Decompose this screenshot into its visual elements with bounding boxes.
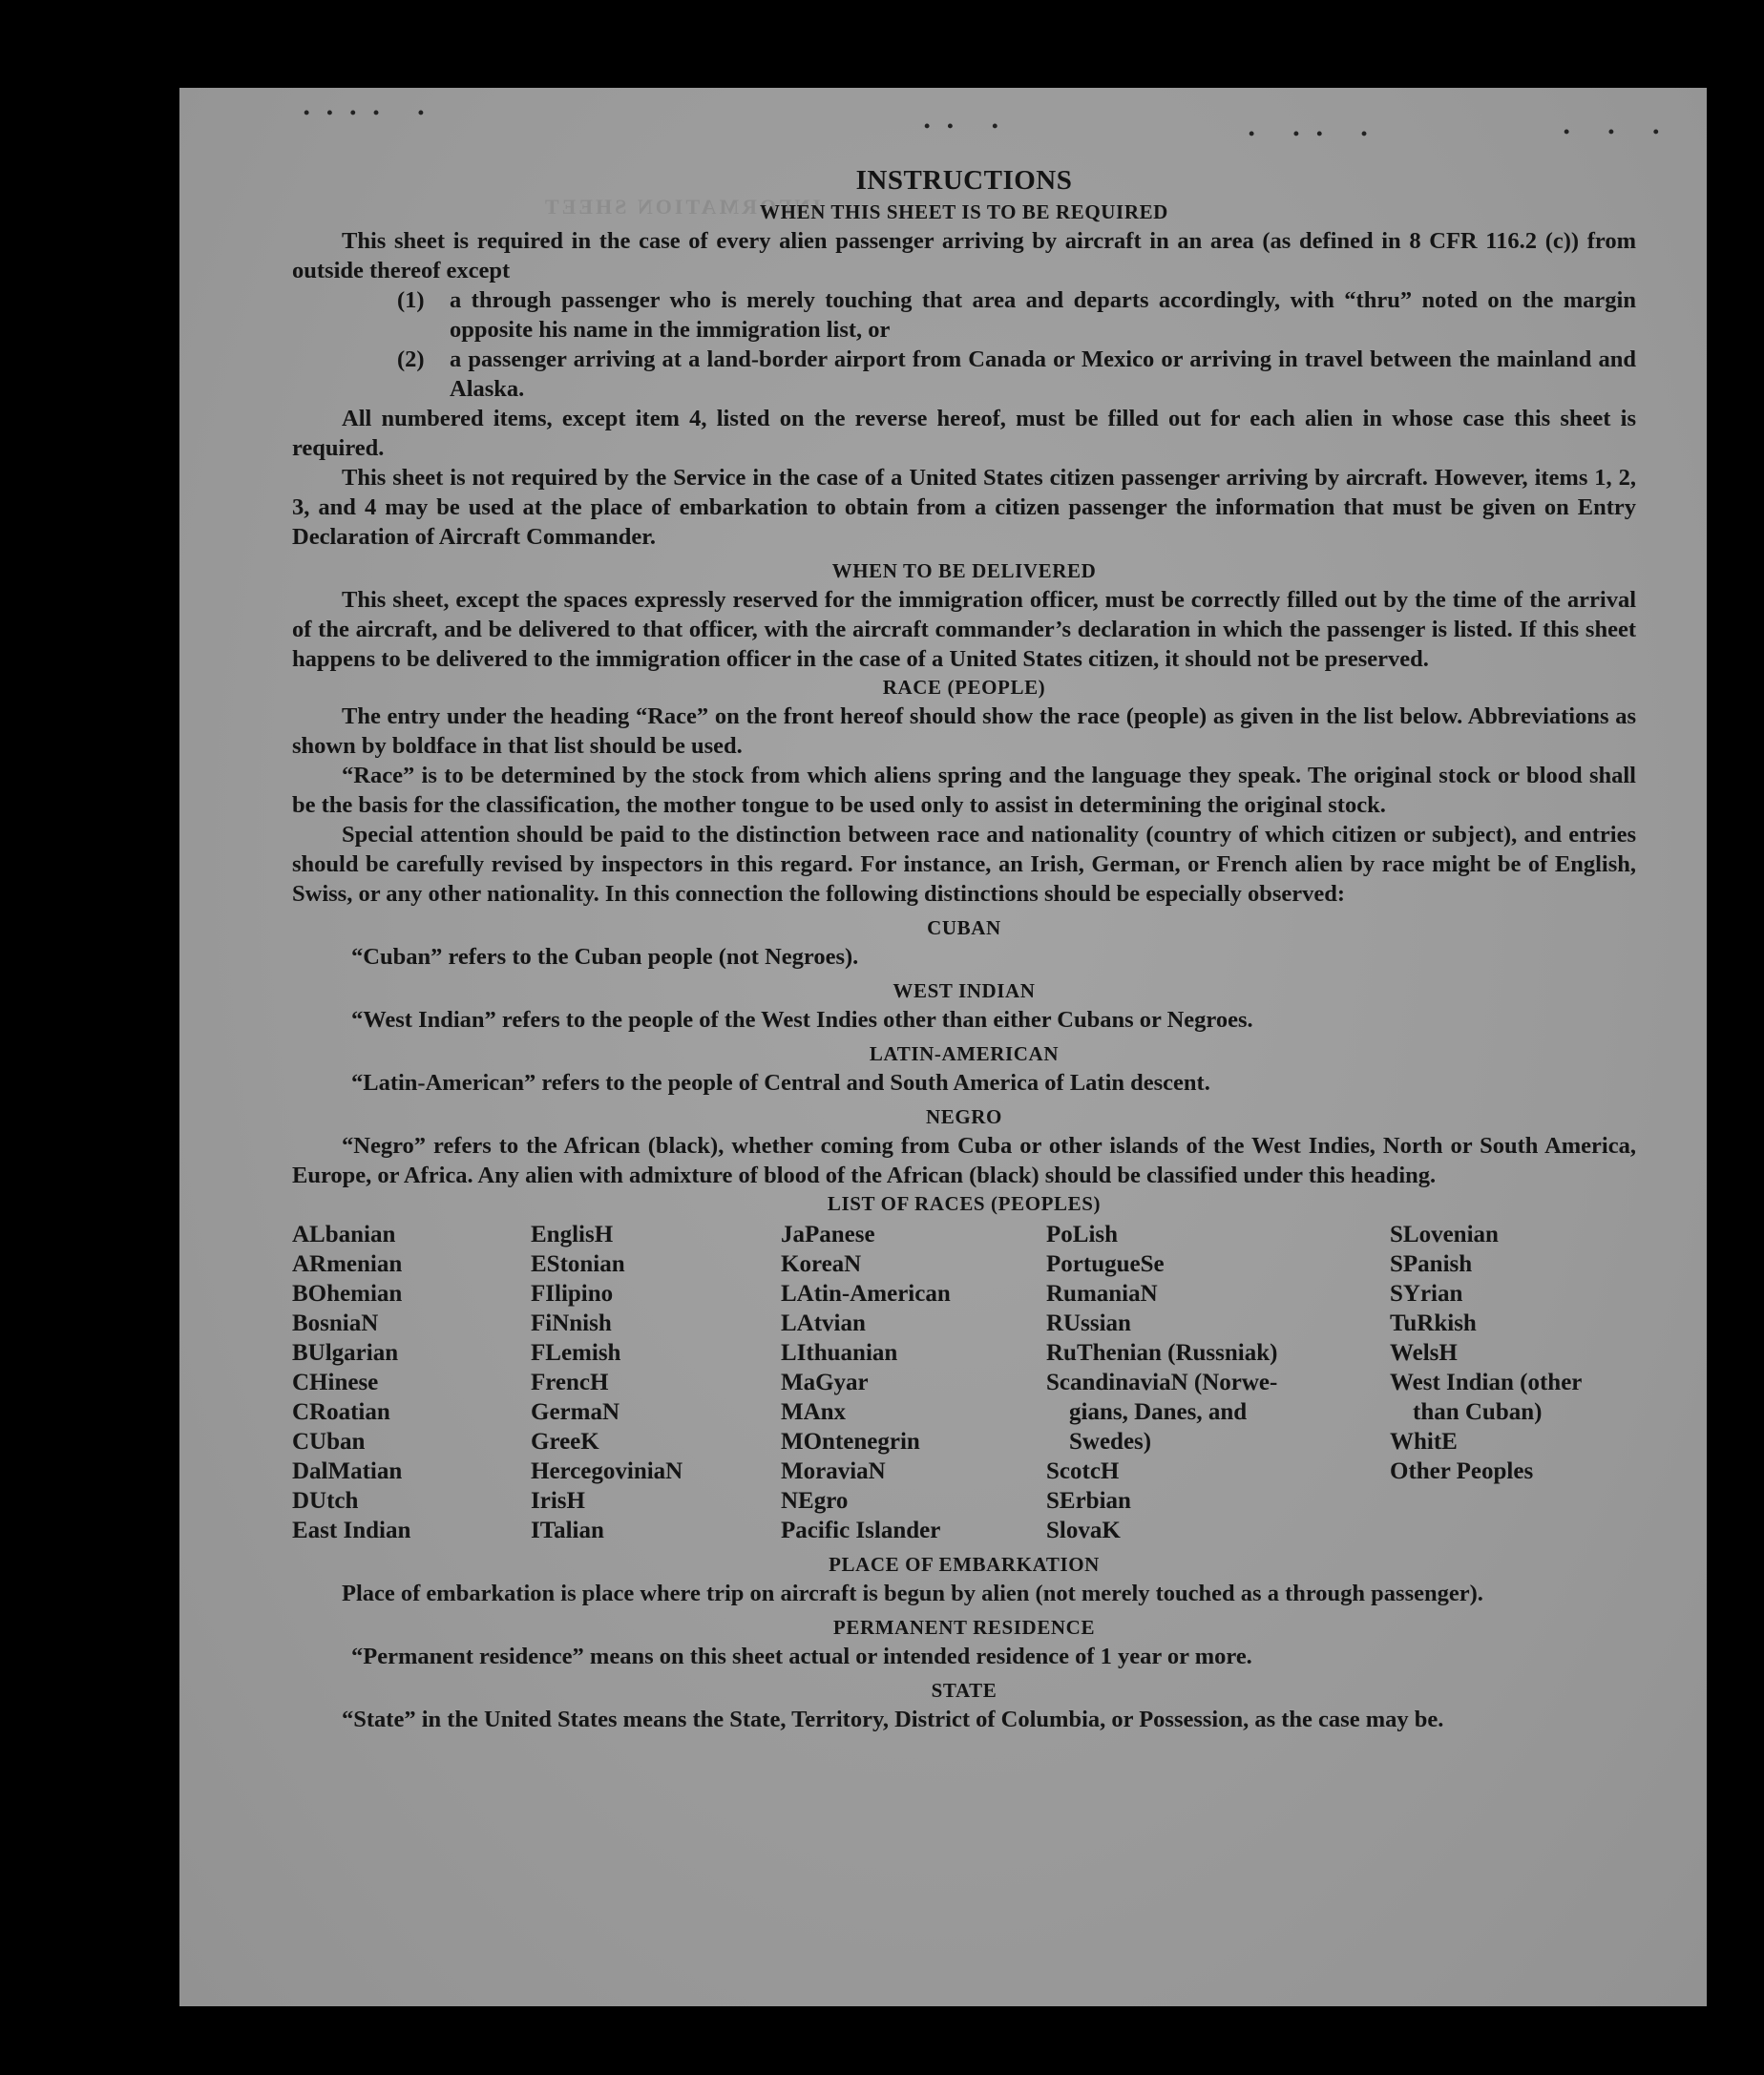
paragraph: This sheet is not required by the Service in the case of a United States citizen passenger arriving by aircraft. However, items 1, 2, 3, and 4 may be used at the place of embarkation to obtain from a citizen passenger the information that must be given on Entry Declaration of Aircraft Commander. <box>292 465 1636 550</box>
race-entry: ScandinaviaN (Norwe- <box>1046 1370 1278 1395</box>
item-text: a passenger arriving at a land-border airport from Canada or Mexico or arriving in travel between the mainland and Alaska. <box>450 346 1636 402</box>
instructions-content <box>292 162 1636 1734</box>
race-entry: BUlgarian <box>292 1340 399 1366</box>
race-entry: MAnx <box>781 1399 847 1425</box>
paragraph: The entry under the heading “Race” on the front hereof should show the race (people) as given in the list below. Abbreviations as shown by boldface in that list should be used. <box>292 703 1636 759</box>
paragraph: This sheet is required in the case of every alien passenger arriving by aircraft in an area (as defined in 8 CFR 116.2 (c)) from outside thereof except <box>292 228 1636 283</box>
definition-latin-american: “Latin-American” refers to the people of Central and South America of Latin descent. <box>351 1070 1210 1096</box>
race-entry: NEgro <box>781 1488 849 1514</box>
scan-specks: •••• • <box>304 103 442 122</box>
race-entry: PoLish <box>1046 1222 1119 1247</box>
race-entry: MoraviaN <box>781 1458 886 1484</box>
race-entry: East Indian <box>292 1518 411 1543</box>
race-entry-continued: than Cuban) <box>1413 1399 1543 1425</box>
heading-race: RACE (PEOPLE) <box>882 676 1046 699</box>
race-entry: FIlipino <box>531 1281 614 1307</box>
paragraph: Special attention should be paid to the distinction between race and nationality (country of which citizen or subject), and entries should be carefully revised by inspectors in this regard. For instance, an Irish, German, or French alien by race might be of English, Swiss, or any other nationality. In this connection the following distinctions should be especially observed: <box>292 822 1636 907</box>
race-entry: WelsH <box>1390 1340 1458 1366</box>
page-title: INSTRUCTIONS <box>855 165 1073 196</box>
race-entry: Pacific Islander <box>781 1518 941 1543</box>
exception-item <box>292 345 1636 404</box>
race-entry-continued: gians, Danes, and <box>1069 1399 1248 1425</box>
races-column <box>1046 1220 1390 1545</box>
show-through-text: INFORMATION SHEET <box>542 195 822 219</box>
races-column <box>292 1220 531 1545</box>
item-number: (2) <box>397 346 425 372</box>
heading-when-delivered: WHEN TO BE DELIVERED <box>831 559 1097 582</box>
race-entry: SPanish <box>1390 1251 1473 1277</box>
heading-cuban: CUBAN <box>927 916 1001 939</box>
race-entry: SlovaK <box>1046 1518 1121 1543</box>
heading-races-list: LIST OF RACES (PEOPLES) <box>827 1192 1102 1215</box>
race-entry: TuRkish <box>1390 1310 1477 1336</box>
race-entry: JaPanese <box>781 1222 875 1247</box>
definition-permanent-residence: “Permanent residence” means on this sheet actual or intended residence of 1 year or more. <box>351 1644 1252 1669</box>
race-entry: CRoatian <box>292 1399 390 1425</box>
race-entry: HercegoviniaN <box>531 1458 683 1484</box>
race-entry: SYrian <box>1390 1281 1463 1307</box>
race-entry: WhitE <box>1390 1429 1458 1455</box>
race-entry: DalMatian <box>292 1458 403 1484</box>
definition-cuban: “Cuban” refers to the Cuban people (not Negroes). <box>351 944 859 970</box>
paragraph: “Race” is to be determined by the stock from which aliens spring and the language they speak. The original stock or blood shall be the basis for the classification, the mother tongue to be used only to assist in determining the original stock. <box>292 763 1636 818</box>
definition-negro: “Negro” refers to the African (black), whether coming from Cuba or other islands of the West Indies, North or South America, Europe, or Africa. Any alien with admixture of blood of the African (black) should be classified under this heading. <box>292 1133 1636 1188</box>
races-list <box>292 1220 1636 1545</box>
race-entry: LAtvian <box>781 1310 866 1336</box>
race-entry: CHinese <box>292 1370 379 1395</box>
heading-negro: NEGRO <box>925 1105 1002 1128</box>
scan-specks: • •• • <box>1249 124 1385 143</box>
item-text: a through passenger who is merely touching that area and departs accordingly, with “thru” noted on the margin opposite his name in the immigration list, or <box>450 287 1636 343</box>
race-entry: MaGyar <box>781 1370 869 1395</box>
race-entry: Other Peoples <box>1390 1458 1534 1484</box>
race-entry: RUssian <box>1046 1310 1131 1336</box>
heading-state: STATE <box>931 1679 998 1702</box>
race-entry: GreeK <box>531 1429 599 1455</box>
race-entry: GermaN <box>531 1399 620 1425</box>
race-entry: ScotcH <box>1046 1458 1120 1484</box>
document-sheet <box>179 88 1707 2006</box>
race-entry: SLovenian <box>1390 1222 1499 1247</box>
race-entry: RumaniaN <box>1046 1281 1158 1307</box>
race-entry: BosniaN <box>292 1310 379 1336</box>
paragraph: All numbered items, except item 4, listed on the reverse hereof, must be filled out for each alien in whose case this sheet is required. <box>292 406 1636 461</box>
item-number: (1) <box>397 287 425 313</box>
race-entry: EnglisH <box>531 1222 614 1247</box>
races-column <box>531 1220 781 1545</box>
race-entry-continued: Swedes) <box>1069 1429 1152 1455</box>
race-entry: KoreaN <box>781 1251 862 1277</box>
race-entry: RuThenian (Russniak) <box>1046 1340 1278 1366</box>
race-entry: SErbian <box>1046 1488 1131 1514</box>
race-entry: West Indian (other <box>1390 1370 1583 1395</box>
exception-item <box>292 285 1636 345</box>
definition-state: “State” in the United States means the State, Territory, District of Columbia, or Possession, as the case may be. <box>342 1707 1444 1732</box>
race-entry: IrisH <box>531 1488 585 1514</box>
scan-specks: • • • <box>1564 122 1676 141</box>
race-entry: EStonian <box>531 1251 625 1277</box>
race-entry: FiNnish <box>531 1310 612 1336</box>
race-entry: FLemish <box>531 1340 621 1366</box>
race-entry: LIthuanian <box>781 1340 898 1366</box>
scan-specks: •• • <box>924 116 1016 136</box>
heading-latin-american: LATIN-AMERICAN <box>869 1042 1060 1065</box>
paragraph: This sheet, except the spaces expressly reserved for the immigration officer, must be correctly filled out by the time of the arrival of the aircraft, and be delivered to that officer, with the aircraft commander’s declaration in which the passenger is listed. If this sheet happens to be delivered to the immigration officer in the case of a United States citizen, it should not be preserved. <box>292 587 1636 672</box>
definition-embarkation: Place of embarkation is place where trip on aircraft is begun by alien (not merely touched as a through passenger). <box>342 1581 1483 1606</box>
race-entry: PortugueSe <box>1046 1251 1165 1277</box>
heading-embarkation: PLACE OF EMBARKATION <box>829 1553 1100 1576</box>
race-entry: ARmenian <box>292 1251 403 1277</box>
race-entry: CUban <box>292 1429 366 1455</box>
race-entry: ALbanian <box>292 1222 396 1247</box>
race-entry: FrencH <box>531 1370 609 1395</box>
races-column <box>1390 1220 1636 1545</box>
heading-permanent-residence: PERMANENT RESIDENCE <box>832 1616 1096 1639</box>
definition-west-indian: “West Indian” refers to the people of the West Indies other than either Cubans or Negroes. <box>351 1007 1253 1033</box>
race-entry: BOhemian <box>292 1281 403 1307</box>
heading-west-indian: WEST INDIAN <box>892 979 1036 1002</box>
race-entry: DUtch <box>292 1488 359 1514</box>
race-entry: LAtin-American <box>781 1281 951 1307</box>
race-entry: ITalian <box>531 1518 604 1543</box>
race-entry: MOntenegrin <box>781 1429 920 1455</box>
heading-when-required: WHEN THIS SHEET IS TO BE REQUIRED <box>760 200 1168 223</box>
races-column <box>781 1220 1046 1545</box>
